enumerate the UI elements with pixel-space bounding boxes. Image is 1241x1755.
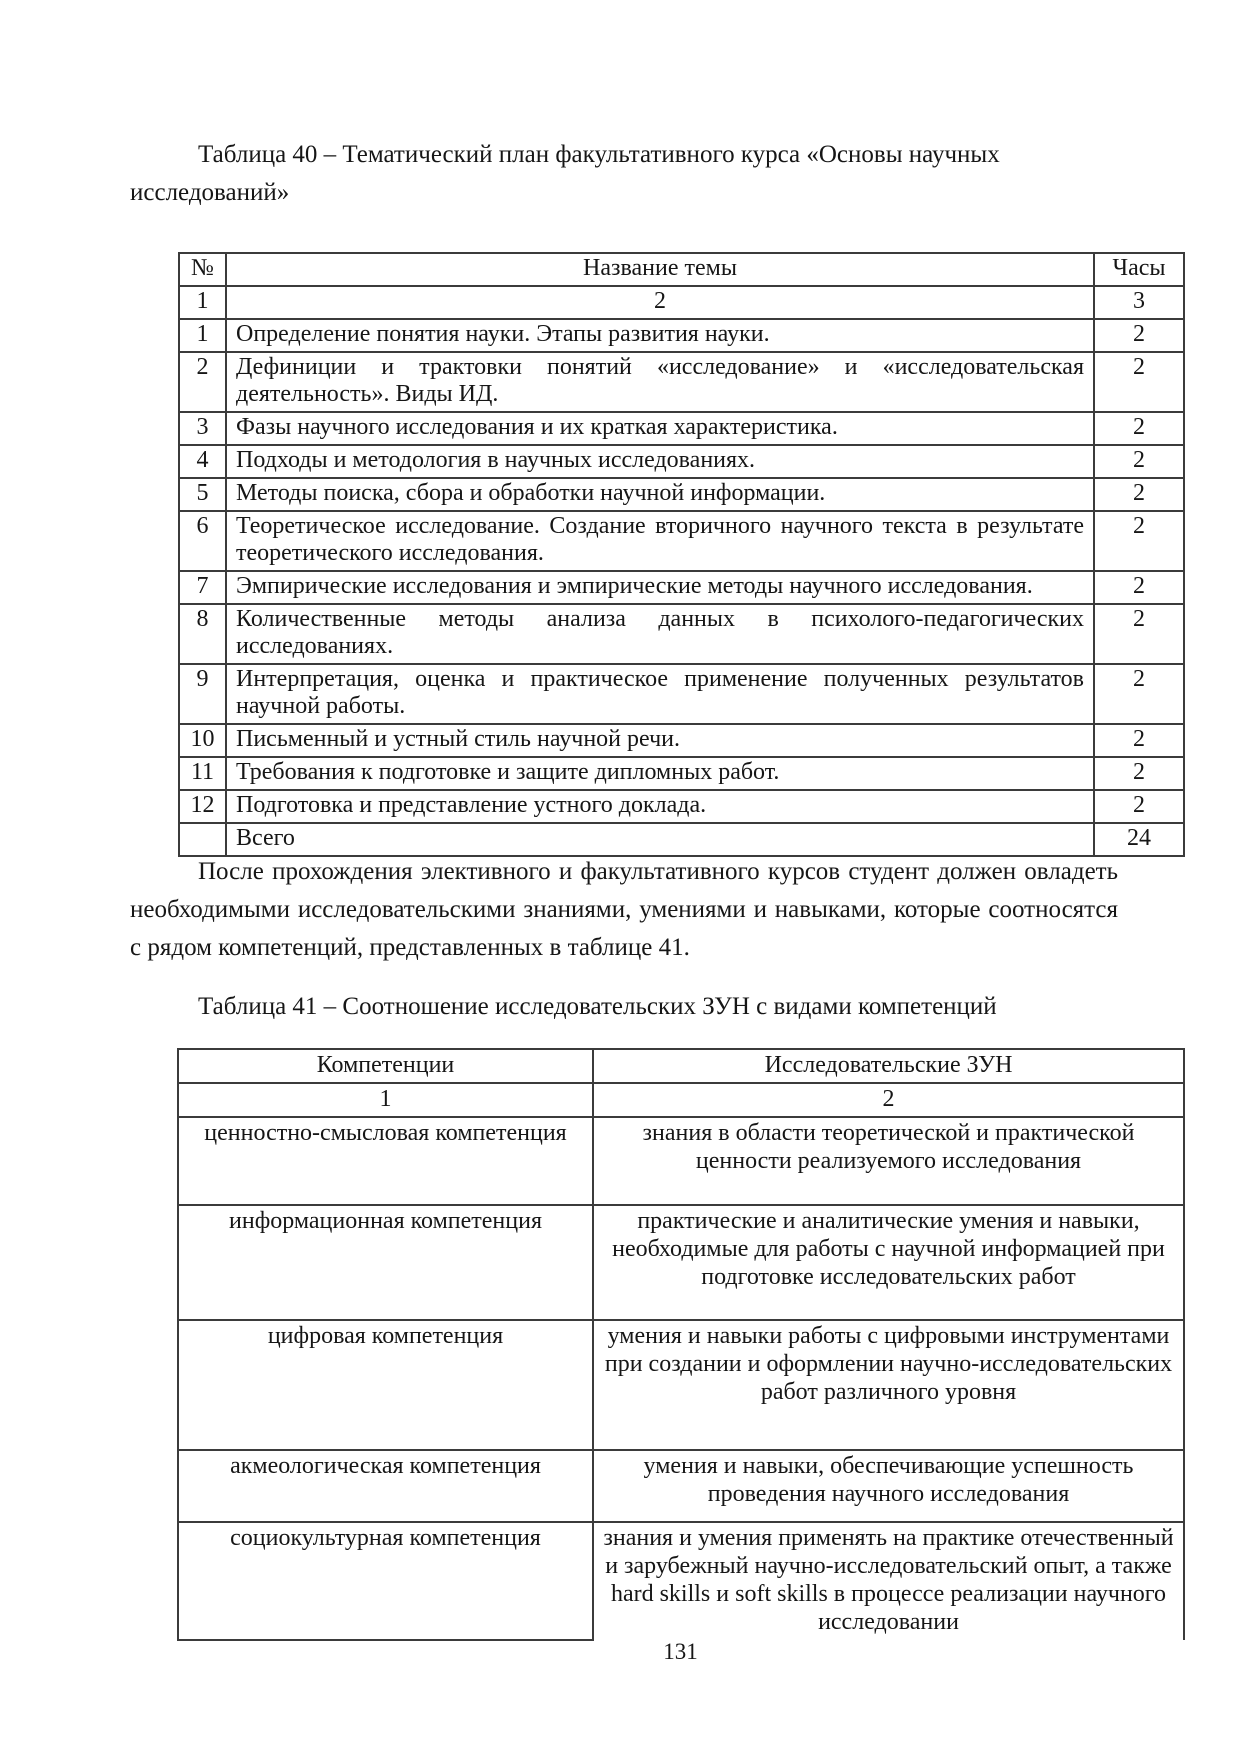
row-topic: Эмпирические исследования и эмпирические методы научного исследования. bbox=[226, 571, 1094, 604]
row-hours: 2 bbox=[1094, 664, 1184, 724]
row-competence: цифровая компетенция bbox=[178, 1320, 593, 1450]
row-topic: Письменный и устный стиль научной речи. bbox=[226, 724, 1094, 757]
row-num: 7 bbox=[179, 571, 226, 604]
row-hours: 2 bbox=[1094, 790, 1184, 823]
table-row bbox=[179, 724, 1184, 757]
row-num: 8 bbox=[179, 604, 226, 664]
body-paragraph: После прохождения элективного и факультативного курсов студент должен овладеть необходимыми исследовательскими знаниями, умениями и навыками, которые соотносятся с рядом компетенций, представленных в таблице 41. bbox=[130, 858, 1118, 961]
table41-subheader-competence: 1 bbox=[178, 1083, 593, 1117]
row-num: 6 bbox=[179, 511, 226, 571]
table41-subheader-zun: 2 bbox=[593, 1083, 1184, 1117]
row-topic: Подготовка и представление устного доклада. bbox=[226, 790, 1094, 823]
row-zun: практические и аналитические умения и навыки, необходимые для работы с научной информацией при подготовке исследовательских работ bbox=[593, 1205, 1184, 1320]
table40-header-topic: Название темы bbox=[226, 253, 1094, 286]
page-number: 131 bbox=[663, 1639, 698, 1664]
row-hours: 2 bbox=[1094, 352, 1184, 412]
row-topic: Интерпретация, оценка и практическое применение полученных результатов научной работы. bbox=[226, 664, 1094, 724]
table-row bbox=[179, 571, 1184, 604]
row-topic: Фазы научного исследования и их краткая характеристика. bbox=[226, 412, 1094, 445]
table40-subheader-topic: 2 bbox=[226, 286, 1094, 319]
row-competence: ценностно-смысловая компетенция bbox=[178, 1117, 593, 1205]
row-hours: 2 bbox=[1094, 478, 1184, 511]
row-zun: знания в области теоретической и практической ценности реализуемого исследования bbox=[593, 1117, 1184, 1205]
table40-caption: Таблица 40 – Тематический план факультативного курса «Основы научных исследований» bbox=[130, 141, 1000, 206]
total-hours: 24 bbox=[1094, 823, 1184, 856]
table-row bbox=[179, 412, 1184, 445]
row-zun: умения и навыки, обеспечивающие успешность проведения научного исследования bbox=[593, 1450, 1184, 1522]
row-num: 2 bbox=[179, 352, 226, 412]
row-topic: Количественные методы анализа данных в психолого-педагогических исследованиях. bbox=[226, 604, 1094, 664]
row-topic: Дефиниции и трактовки понятий «исследование» и «исследовательская деятельность». Виды ИД. bbox=[226, 352, 1094, 412]
table-row bbox=[179, 604, 1184, 664]
row-topic: Подходы и методология в научных исследованиях. bbox=[226, 445, 1094, 478]
table-row bbox=[179, 757, 1184, 790]
table40-subheader-hours: 3 bbox=[1094, 286, 1184, 319]
total-num bbox=[179, 823, 226, 856]
table-row bbox=[178, 1450, 1184, 1522]
table41-subheader-row bbox=[178, 1083, 1184, 1117]
table41-competencies bbox=[177, 1048, 1185, 1641]
table-row bbox=[178, 1117, 1184, 1205]
table-row bbox=[179, 352, 1184, 412]
row-num: 3 bbox=[179, 412, 226, 445]
row-topic: Теоретическое исследование. Создание вторичного научного текста в результате теоретического исследования. bbox=[226, 511, 1094, 571]
table40-header-num: № bbox=[179, 253, 226, 286]
table40-thematic-plan bbox=[178, 252, 1185, 857]
row-hours: 2 bbox=[1094, 445, 1184, 478]
table-row bbox=[179, 664, 1184, 724]
row-competence: социокультурная компетенция bbox=[178, 1522, 593, 1640]
table40-subheader-num: 1 bbox=[179, 286, 226, 319]
table40-header-row bbox=[179, 253, 1184, 286]
table-row bbox=[179, 445, 1184, 478]
table40-header-hours: Часы bbox=[1094, 253, 1184, 286]
row-topic: Определение понятия науки. Этапы развития науки. bbox=[226, 319, 1094, 352]
row-hours: 2 bbox=[1094, 511, 1184, 571]
table41-header-competence: Компетенции bbox=[178, 1049, 593, 1083]
table41-header-zun: Исследовательские ЗУН bbox=[593, 1049, 1184, 1083]
row-hours: 2 bbox=[1094, 412, 1184, 445]
table40-subheader-row bbox=[179, 286, 1184, 319]
row-num: 1 bbox=[179, 319, 226, 352]
table41-caption: Таблица 41 – Соотношение исследовательских ЗУН с видами компетенций bbox=[198, 993, 997, 1020]
row-num: 9 bbox=[179, 664, 226, 724]
row-num: 5 bbox=[179, 478, 226, 511]
table-row bbox=[178, 1205, 1184, 1320]
table-row bbox=[179, 511, 1184, 571]
row-num: 10 bbox=[179, 724, 226, 757]
row-competence: информационная компетенция bbox=[178, 1205, 593, 1320]
row-num: 4 bbox=[179, 445, 226, 478]
row-num: 11 bbox=[179, 757, 226, 790]
table-row bbox=[179, 790, 1184, 823]
row-zun: умения и навыки работы с цифровыми инструментами при создании и оформлении научно-исследовательских работ различного уровня bbox=[593, 1320, 1184, 1450]
table-row bbox=[178, 1522, 1184, 1640]
row-topic: Требования к подготовке и защите дипломных работ. bbox=[226, 757, 1094, 790]
row-competence: акмеологическая компетенция bbox=[178, 1450, 593, 1522]
table41-header-row bbox=[178, 1049, 1184, 1083]
table40-total-row bbox=[179, 823, 1184, 856]
table-row bbox=[178, 1320, 1184, 1450]
row-hours: 2 bbox=[1094, 724, 1184, 757]
table-row bbox=[179, 319, 1184, 352]
row-hours: 2 bbox=[1094, 319, 1184, 352]
row-topic: Методы поиска, сбора и обработки научной информации. bbox=[226, 478, 1094, 511]
row-hours: 2 bbox=[1094, 757, 1184, 790]
table-row bbox=[179, 478, 1184, 511]
row-num: 12 bbox=[179, 790, 226, 823]
row-hours: 2 bbox=[1094, 604, 1184, 664]
total-label: Всего bbox=[226, 823, 1094, 856]
row-hours: 2 bbox=[1094, 571, 1184, 604]
row-zun: знания и умения применять на практике отечественный и зарубежный научно-исследовательский опыт, а также hard skills и soft skills в процессе реализации научного исследовании bbox=[593, 1522, 1184, 1640]
